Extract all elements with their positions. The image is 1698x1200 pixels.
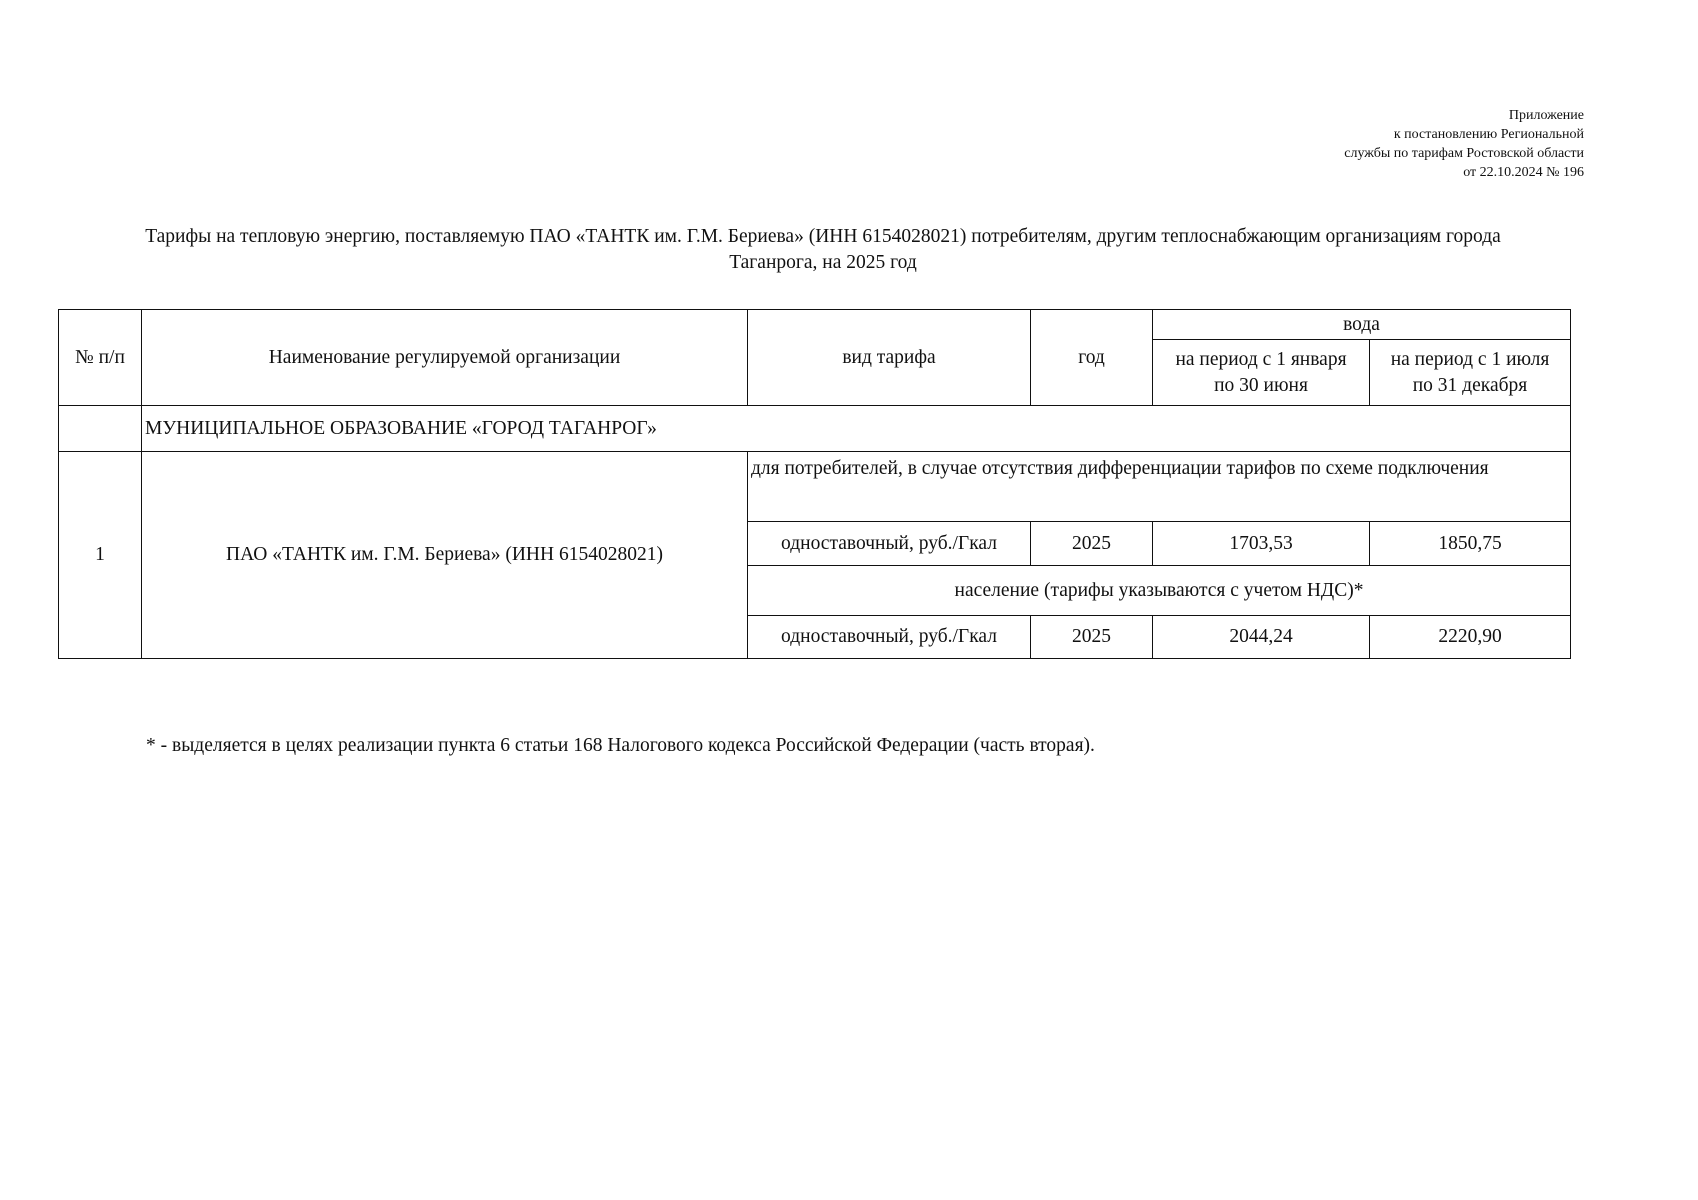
header-period-2-line-1: на период с 1 июля <box>1390 348 1550 370</box>
tariff-period-2-value: 2220,90 <box>1370 616 1571 659</box>
tariff-period-1-value: 1703,53 <box>1153 522 1370 566</box>
header-org: Наименование регулируемой организации <box>142 310 748 406</box>
header-tariff-type: вид тарифа <box>748 310 1031 406</box>
consumer-group-label: для потребителей, в случае отсутствия дифференциации тарифов по схеме подключения <box>748 452 1571 522</box>
document-title-line-1: Тарифы на тепловую энергию, поставляемую ПАО «ТАНТК им. Г.М. Бериева» (ИНН 6154028021) потребителям, другим теплоснабжающим организациям города <box>145 226 1501 247</box>
population-group-label: население (тарифы указываются с учетом НДС)* <box>748 566 1571 616</box>
tariff-period-2-value: 1850,75 <box>1370 522 1571 566</box>
table-row <box>59 452 1571 522</box>
appendix-line: Приложение <box>1508 108 1584 123</box>
header-num: № п/п <box>59 310 142 406</box>
municipality-row <box>59 406 1571 452</box>
header-period-2 <box>1370 340 1571 406</box>
header-period-1-line-2: по 30 июня <box>1214 374 1308 396</box>
appendix-line: к постановлению Региональной <box>1393 127 1584 142</box>
document-title <box>58 224 1588 276</box>
header-period-1-line-1: на период с 1 января <box>1175 348 1347 370</box>
document-title-line-2: Таганрога, на 2025 год <box>729 252 917 273</box>
municipality-name: МУНИЦИПАЛЬНОЕ ОБРАЗОВАНИЕ «ГОРОД ТАГАНРОГ» <box>142 406 1571 452</box>
header-year: год <box>1031 310 1153 406</box>
tariff-period-1-value: 2044,24 <box>1153 616 1370 659</box>
header-water: вода <box>1153 310 1571 340</box>
row-org-name: ПАО «ТАНТК им. Г.М. Бериева» (ИНН 6154028021) <box>142 452 748 659</box>
header-period-1 <box>1153 340 1370 406</box>
header-period-2-line-2: по 31 декабря <box>1412 374 1528 396</box>
appendix-line: службы по тарифам Ростовской области <box>1344 146 1584 161</box>
tariff-type-cell: одноставочный, руб./Гкал <box>748 616 1031 659</box>
appendix-line: от 22.10.2024 № 196 <box>1463 165 1584 180</box>
tariff-year-cell: 2025 <box>1031 522 1153 566</box>
municipality-num-cell <box>59 406 142 452</box>
tariff-type-cell: одноставочный, руб./Гкал <box>748 522 1031 566</box>
row-num: 1 <box>59 452 142 659</box>
appendix-block <box>1344 106 1584 182</box>
tariff-year-cell: 2025 <box>1031 616 1153 659</box>
footnote: * - выделяется в целях реализации пункта 6 статьи 168 Налогового кодекса Российской Федерации (часть вторая). <box>146 735 1095 756</box>
tariffs-table <box>58 309 1571 659</box>
header-row <box>59 310 1571 340</box>
